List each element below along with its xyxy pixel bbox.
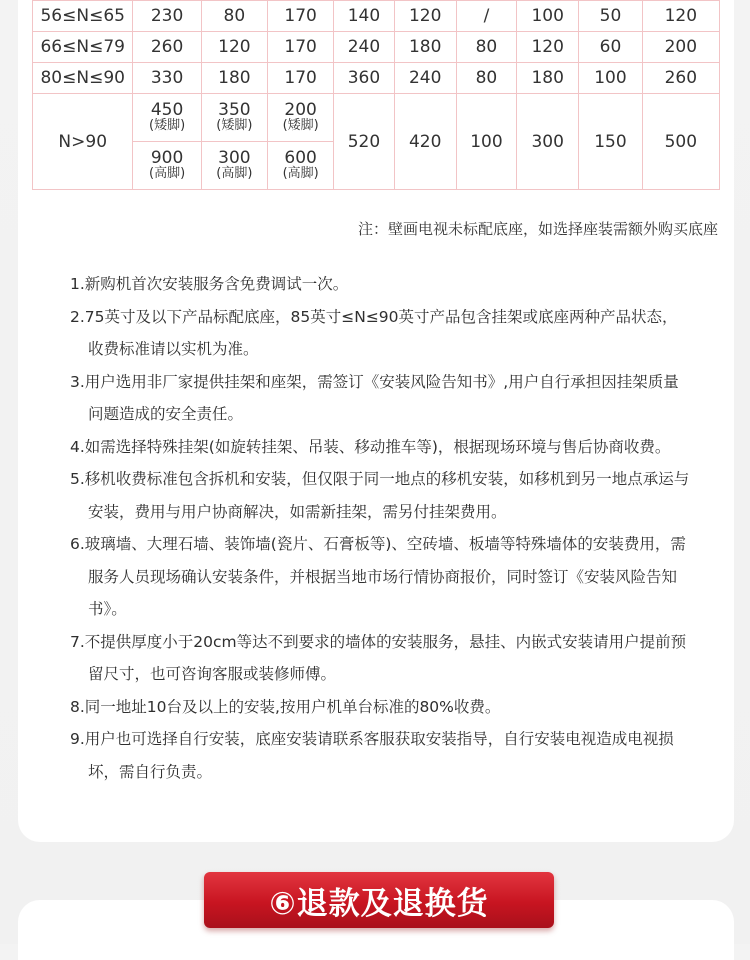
table-cell: 170 — [268, 32, 334, 63]
table-cell: 80 — [201, 1, 267, 32]
table-cell: 240 — [394, 63, 456, 94]
section-title: ⑥退款及退换货 — [269, 885, 489, 922]
table-cell: 100 — [517, 1, 579, 32]
cell-value: 350 — [218, 100, 251, 120]
install-fee-table — [32, 0, 720, 190]
table-cell: 260 — [642, 63, 719, 94]
cell-value: 600 — [284, 148, 317, 168]
table-cell: 120 — [517, 32, 579, 63]
table-row — [33, 63, 720, 94]
table-cell: 60 — [579, 32, 642, 63]
table-cell: 420 — [394, 94, 456, 190]
rule-item: 6.玻璃墙、大理石墙、装饰墙(瓷片、石膏板等)、空砖墙、板墙等特殊墙体的安装费用，需服务人员现场确认安装条件，并根据当地市场行情协商报价，同时签订《安装风险告知书》。 — [70, 535, 686, 618]
table-cell: 230 — [133, 1, 201, 32]
rule-item: 3.用户选用非厂家提供挂架和座架，需签订《安装风险告知书》,用户自行承担因挂架质量问题造成的安全责任。 — [70, 372, 679, 423]
size-range-cell: 56≤N≤65 — [33, 1, 133, 32]
table-cell: 100 — [456, 94, 516, 190]
table-footnote: 注：壁画电视未标配底座，如选择座装需额外购买底座 — [357, 220, 718, 238]
table-cell: 520 — [334, 94, 394, 190]
service-rules-list — [70, 268, 690, 788]
table-row — [33, 1, 720, 32]
cell-value: 300 — [218, 148, 251, 168]
table-cell: 240 — [334, 32, 394, 63]
table-cell-low-stand — [201, 94, 267, 142]
cell-note: (矮脚) — [149, 118, 186, 133]
table-cell-high-stand — [268, 142, 334, 190]
size-range-cell: 66≤N≤79 — [33, 32, 133, 63]
cell-note: (高脚) — [216, 166, 253, 181]
rule-item: 2.75英寸及以下产品标配底座，85英寸≤N≤90英寸产品包含挂架或底座两种产品状态，收费标准请以实机为准。 — [70, 307, 678, 358]
table-cell: 170 — [268, 1, 334, 32]
table-cell: 180 — [517, 63, 579, 94]
table-cell: 170 — [268, 63, 334, 94]
table-cell: 120 — [201, 32, 267, 63]
table-cell-low-stand — [133, 94, 201, 142]
table-cell: 100 — [579, 63, 642, 94]
table-cell: 180 — [394, 32, 456, 63]
table-cell-high-stand — [201, 142, 267, 190]
rule-item: 8.同一地址10台及以上的安装,按用户机单台标准的80%收费。 — [70, 697, 501, 716]
table-cell: 300 — [517, 94, 579, 190]
table-row — [33, 94, 720, 142]
table-cell: 260 — [133, 32, 201, 63]
table-cell: 50 — [579, 1, 642, 32]
rule-item: 4.如需选择特殊挂架(如旋转挂架、吊装、移动推车等)，根据现场环境与售后协商收费。 — [70, 437, 671, 456]
table-cell-high-stand — [133, 142, 201, 190]
cell-value: 450 — [150, 100, 184, 120]
table-cell: / — [456, 1, 516, 32]
rule-item: 9.用户也可选择自行安装，底座安装请联系客服获取安装指导，自行安装电视造成电视损坏，需自行负责。 — [70, 730, 674, 781]
size-range-cell: N>90 — [33, 94, 133, 190]
table-row — [33, 32, 720, 63]
table-cell: 120 — [394, 1, 456, 32]
cell-value: 900 — [150, 148, 184, 168]
cell-note: (矮脚) — [216, 118, 253, 133]
table-cell: 80 — [456, 63, 516, 94]
table-cell: 330 — [133, 63, 201, 94]
table-cell: 140 — [334, 1, 394, 32]
rule-item: 1.新购机首次安装服务含免费调试一次。 — [70, 275, 349, 293]
size-range-cell: 80≤N≤90 — [33, 63, 133, 94]
table-cell: 360 — [334, 63, 394, 94]
cell-value: 200 — [284, 100, 317, 120]
rule-item: 5.移机收费标准包含拆机和安装，但仅限于同一地点的移机安装，如移机到另一地点承运与安装，费用与用户协商解决，如需新挂架，需另付挂架费用。 — [70, 470, 690, 521]
cell-note: (高脚) — [149, 166, 186, 181]
table-cell: 150 — [579, 94, 642, 190]
table-cell: 80 — [456, 32, 516, 63]
table-cell: 180 — [201, 63, 267, 94]
table-cell: 200 — [642, 32, 719, 63]
cell-note: (矮脚) — [282, 118, 319, 133]
cell-note: (高脚) — [282, 166, 319, 181]
table-cell-low-stand — [268, 94, 334, 142]
rule-item: 7.不提供厚度小于20cm等达不到要求的墙体的安装服务，悬挂、内嵌式安装请用户提前预留尺寸，也可咨询客服或装修师傅。 — [70, 632, 687, 683]
table-cell: 120 — [642, 1, 719, 32]
table-cell: 500 — [642, 94, 719, 190]
section-banner-refund — [204, 872, 554, 928]
install-fee-card — [18, 0, 734, 842]
